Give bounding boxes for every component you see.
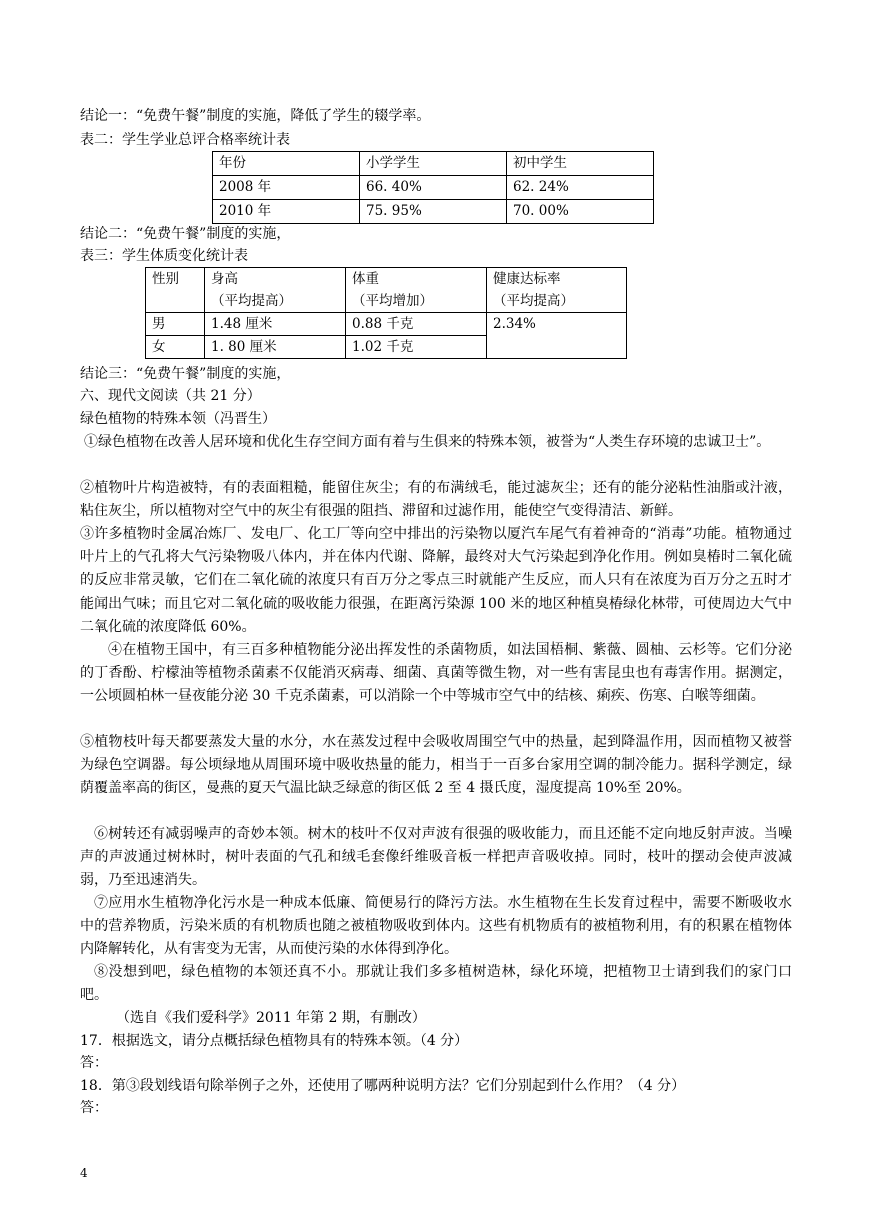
answer-17: 答： [80, 1055, 108, 1071]
table-header-cell: 初中学生 [507, 152, 654, 176]
conclusion-1: 结论一：“免费午餐”制度的实施，降低了学生的辍学率。 [80, 108, 431, 124]
paragraph-5: ⑤植物枝叶每天都要蒸发大量的水分，水在蒸发过程中会吸收周围空气中的热量，起到降温作用，因而植物又被誉为绿色空调器。每公顷绿地从周围环境中吸收热量的能力，相当于一百多台家用空调的制冷能力。据科学测定，绿荫覆盖率高的街区，曼燕的夏天气温比缺乏绿意的街区低 2 至 4 摄氏度，湿度提高 10%至 20%。 [80, 734, 792, 797]
article-title: 绿色植物的特殊本领（冯晋生） [80, 411, 276, 427]
table-cell: 0.88 千克 [346, 313, 487, 336]
header-line: 身高 [211, 271, 238, 287]
table-header-cell: 年份 [213, 152, 360, 176]
table-cell: 2008 年 [213, 176, 360, 200]
table-cell: 66. 40% [360, 176, 507, 200]
paragraph-8: ⑧没想到吧，绿色植物的本领还真不小。那就让我们多多植树造林，绿化环境，把植物卫士请到我们的家门口吧。 [80, 964, 792, 1004]
table-3-physique [145, 267, 627, 359]
table-cell: 1.48 厘米 [205, 313, 346, 336]
table-cell: 1. 80 厘米 [205, 336, 346, 359]
header-line: （平均提高） [493, 293, 574, 309]
conclusion-2: 结论二：“免费午餐”制度的实施， [80, 226, 291, 242]
header-line: （平均增加） [352, 293, 433, 309]
table-2-pass-rate [212, 151, 654, 224]
paragraph-1: ①绿色植物在改善人居环境和优化生存空间方面有着与生俱来的特殊本领，被誉为“人类生存环境的忠诚卫士”。 [84, 434, 771, 450]
table-header-cell [487, 268, 627, 313]
table-header-cell: 小学学生 [360, 152, 507, 176]
table-cell: 女 [146, 336, 205, 359]
table-header-cell [346, 268, 487, 313]
table-header-cell [146, 268, 205, 313]
table3-title: 表三：学生体质变化统计表 [80, 248, 248, 264]
table-cell: 70. 00% [507, 200, 654, 224]
paragraph-7: ⑦应用水生植物净化污水是一种成本低廉、简便易行的降污方法。水生植物在生长发育过程中，需要不断吸收水中的营养物质，污染米质的有机物质也随之被植物吸收到体内。这些有机物质有的被植物利用，有的积累在植物体内降解转化，从有害变为无害，从而使污染的水体得到净化。 [80, 895, 792, 958]
table-header-row [213, 152, 654, 176]
table-cell: 62. 24% [507, 176, 654, 200]
table-row [213, 176, 654, 200]
answer-18: 答： [80, 1100, 108, 1116]
table-row [146, 313, 627, 336]
source-note: （选自《我们爱科学》2011 年第 2 期，有删改） [116, 1010, 426, 1026]
conclusion-3: 结论三：“免费午餐”制度的实施， [80, 366, 291, 382]
table-cell: 75. 95% [360, 200, 507, 224]
table2-title: 表二：学生学业总评合格率统计表 [80, 132, 290, 148]
paragraph-2: ②植物叶片构造被特，有的表面粗糙，能留住灰尘；有的布满绒毛，能过滤灰尘；还有的能分泌粘性油脂或汁液，粘住灰尘，所以植物对空气中的灰尘有很强的阻挡、滞留和过滤作用，能使空气变得清洁、新鲜。 [80, 480, 792, 520]
table-cell: 男 [146, 313, 205, 336]
table-row [213, 200, 654, 224]
table-cell: 1.02 千克 [346, 336, 487, 359]
table-header-row [146, 268, 627, 313]
paragraph-3: ③许多植物时金属冶炼厂、发电厂、化工厂等向空中排出的污染物以厦汽车尾气有着神奇的“消毒”功能。植物通过叶片上的气孔将大气污染物吸八体内，并在体内代谢、降解，最终对大气污染起到净化作用。例如臭椿时二氧化硫的反应非常灵敏，它们在二氧化硫的浓度只有百万分之零点三时就能产生反应，而人只有在浓度为百万分之五时才能闻出气味；而且它对二氧化硫的吸收能力很强，在距离污染源 100 米的地区种植臭椿绿化林带，可使周边大气中二氧化硫的浓度降低 60%。 [80, 526, 792, 635]
page-number: 4 [80, 1166, 88, 1180]
section-title: 六、现代文阅读（共 21 分） [80, 388, 261, 404]
header-line: （平均提高） [211, 293, 292, 309]
question-17: 17．根据选文，请分点概括绿色植物具有的特殊本领。（4 分） [80, 1033, 469, 1049]
header-line: 体重 [352, 271, 379, 287]
table-cell: 2010 年 [213, 200, 360, 224]
paragraph-4: ④在植物王国中，有三百多种植物能分泌出挥发性的杀菌物质，如法国梧桐、紫薇、圆柚、云杉等。它们分泌的丁香酚、柠檬油等植物杀菌素不仅能消灭病毒、细菌、真菌等微生物，对一些有害昆虫也有毒害作用。据测定，一公顷圆柏林一昼夜能分泌 30 千克杀菌素，可以消除一个中等城市空气中的结核、痢疾、伤寒、白喉等细菌。 [80, 642, 792, 705]
table-header-cell [205, 268, 346, 313]
paragraph-6: ⑥树转还有减弱噪声的奇妙本领。树木的枝叶不仅对声波有很强的吸收能力，而且还能不定向地反射声波。当噪声的声波通过树林时，树叶表面的气孔和绒毛套像纤维吸音板一样把声音吸收掉。同时，枝叶的摆动会使声波减弱，乃至迅速消失。 [80, 826, 792, 889]
table-cell-health-rate: 2.34% [487, 313, 627, 359]
header-line: 健康达标率 [493, 271, 561, 287]
header-line: 性别 [152, 271, 179, 287]
question-18: 18．第③段划线语句除举例子之外，还使用了哪两种说明方法？它们分别起到什么作用？（4 分） [80, 1078, 686, 1094]
